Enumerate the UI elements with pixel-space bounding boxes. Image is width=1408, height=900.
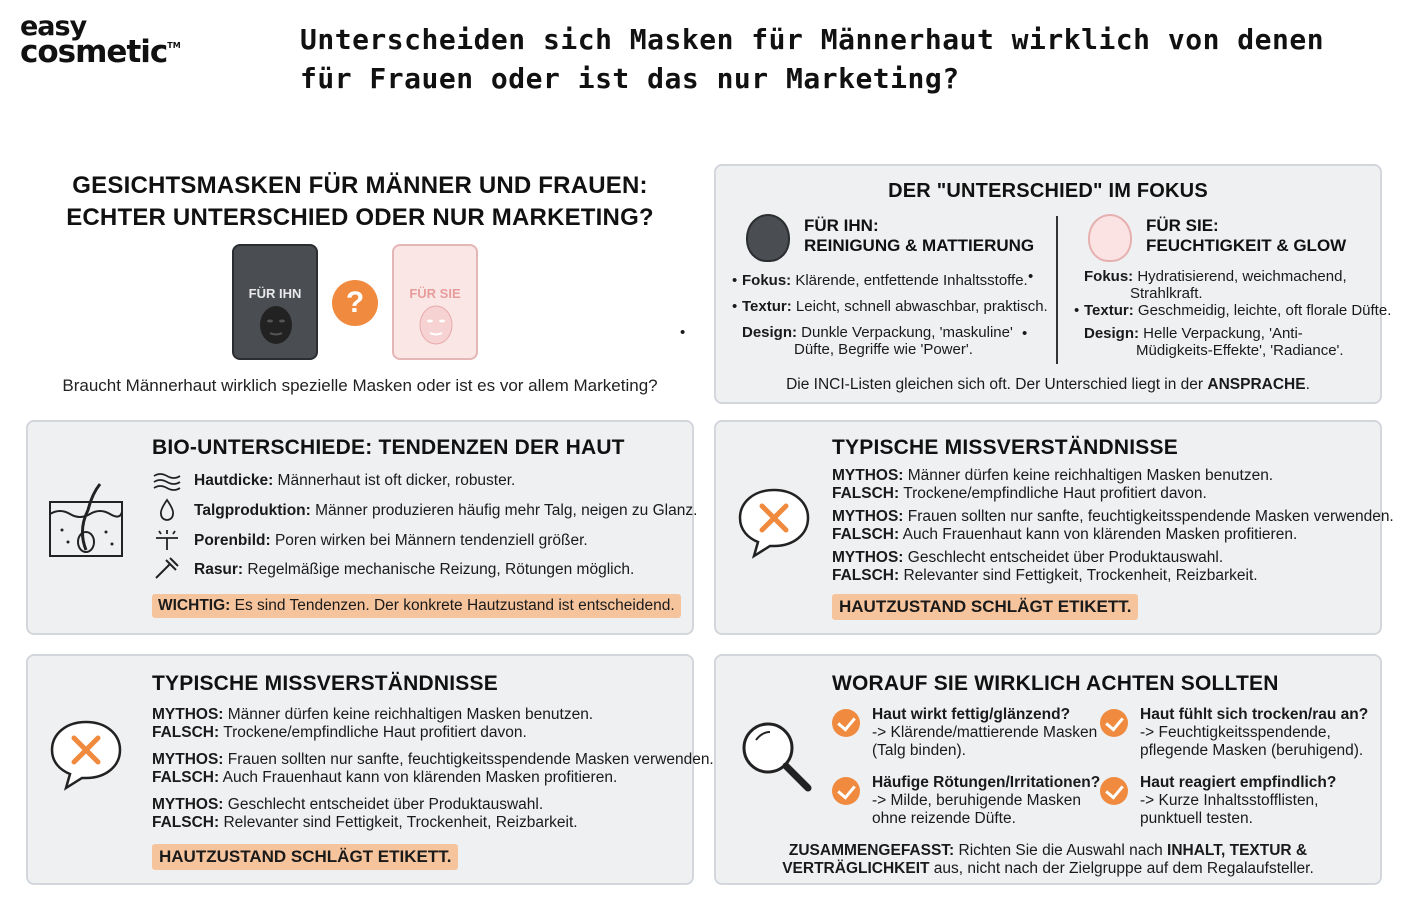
focus-him-item [732, 324, 1050, 358]
tip-question: Haut fühlt sich trocken/rau an? [1140, 706, 1369, 723]
false-label: FALSCH: [832, 526, 900, 543]
focus-her-header [1146, 216, 1346, 256]
page-title: Unterscheiden sich Masken für Männerhaut wirklich von denen für Frauen oder ist das nur Marketing? [300, 23, 1325, 95]
item-text: Leicht, schnell abwaschbar, praktisch. [791, 298, 1048, 315]
tip-answer-1: -> Kurze Inhaltsstofflisten, [1140, 792, 1319, 809]
note-label: WICHTIG: [158, 597, 231, 614]
item-text: Klärende, entfettende Inhaltsstoffe. [791, 272, 1028, 289]
focus-footer [716, 376, 1380, 394]
footer-end: . [1305, 376, 1310, 393]
bio-item-shaving [194, 561, 634, 579]
skin-hair-icon [48, 480, 124, 560]
intro-title [28, 170, 692, 234]
tips-panel [714, 654, 1382, 885]
tip-question: Häufige Rötungen/Irritationen? [872, 774, 1101, 791]
logo-line-2 [20, 33, 181, 70]
item-label: Design: [742, 324, 798, 341]
dark-face-mask-icon [746, 214, 790, 262]
item-text: Geschmeidig, leichte, oft florale Düfte. [1133, 302, 1392, 319]
false-label: FALSCH: [832, 485, 900, 502]
item-label: Design: [1084, 325, 1140, 342]
item-label: Hautdicke: [194, 472, 274, 489]
note-text: Es sind Tendenzen. Der konkrete Hautzustand ist entscheidend. [230, 597, 675, 614]
summary-strong-1: INHALT, TEXTUR & [1167, 842, 1308, 859]
logo-line-1: easy [20, 11, 87, 42]
bio-panel [26, 420, 698, 635]
light-mask-face-icon [418, 304, 454, 346]
magnifier-icon [736, 716, 816, 796]
myth-text: Frauen sollten nur sanfte, feuchtigkeitsspendende Masken verwenden. [223, 751, 714, 768]
logo-trademark: TM [167, 40, 181, 50]
item-text: Poren wirken bei Männern tendenziell größer. [270, 532, 588, 549]
focus-her-list [1074, 268, 1392, 368]
item-text: Helle Verpackung, 'Anti-Müdigkeits-Effekte', 'Radiance'. [1136, 325, 1344, 359]
tip-answer-2: ohne reizende Düfte. [872, 810, 1016, 827]
misunderstandings-conclusion: HAUTZUSTAND SCHLÄGT ETIKETT. [832, 594, 1138, 620]
mask-pack-him-icon [232, 244, 318, 360]
skin-layers-icon [152, 470, 182, 494]
razor-icon [152, 556, 182, 580]
focus-her-head-1: FÜR SIE: [1146, 216, 1219, 235]
summary-label: ZUSAMMENGEFASST: [788, 842, 955, 859]
myth-text: Männer dürfen keine reichhaltigen Masken benutzen. [903, 467, 1274, 484]
item-label: Textur: [742, 298, 792, 315]
summary-strong-2: VERTRÄGLICHKEIT [782, 860, 930, 877]
misunderstandings-title: TYPISCHE MISSVERSTÄNDNISSE [152, 672, 498, 695]
check-icon [832, 709, 860, 737]
false-text: Trockene/empfindliche Haut profitiert davon. [899, 485, 1207, 502]
item-label: Fokus: [1084, 268, 1134, 285]
tip-answer-1: -> Milde, beruhigende Masken [872, 792, 1081, 809]
intro-title-line-1: GESICHTSMASKEN FÜR MÄNNER UND FRAUEN: [72, 172, 648, 199]
item-label: Fokus: [742, 272, 792, 289]
footer-text: Die INCI-Listen gleichen sich oft. Der Unterschied liegt in der [786, 376, 1208, 393]
item-text: Männer produzieren häufig mehr Talg, neigen zu Glanz. [310, 502, 698, 519]
bio-item-pores [194, 532, 588, 550]
misunderstandings-panel-left [26, 654, 714, 885]
light-face-mask-icon [1088, 214, 1132, 262]
intro-section [28, 170, 692, 400]
tips-title: WORAUF SIE WIRKLICH ACHTEN SOLLTEN [832, 672, 1279, 695]
item-text: Hydratisierend, weichmachend, Strahlkraft. [1130, 268, 1347, 302]
bio-title: BIO-UNTERSCHIEDE: TENDENZEN DER HAUT [152, 436, 625, 459]
false-label: FALSCH: [152, 814, 220, 831]
item-label: Porenbild: [194, 532, 271, 549]
myth-label: MYTHOS: [152, 706, 224, 723]
myth-pair [832, 467, 1273, 503]
drop-icon [152, 498, 182, 522]
tip-answer-1: -> Feuchtigkeitsspendende, [1140, 724, 1331, 741]
tip-item [1140, 774, 1336, 828]
misunderstandings-title: TYPISCHE MISSVERSTÄNDNISSE [832, 436, 1178, 459]
misunderstandings-conclusion: HAUTZUSTAND SCHLÄGT ETIKETT. [152, 844, 458, 870]
focus-divider [1056, 216, 1058, 364]
myth-label: MYTHOS: [832, 467, 904, 484]
bio-note [152, 594, 681, 618]
intro-question: Braucht Männerhaut wirklich spezielle Masken oder ist es vor allem Marketing? [62, 376, 658, 395]
question-mark-icon: ? [332, 280, 378, 326]
bio-item-thickness [194, 472, 515, 490]
focus-him-list [732, 272, 1050, 367]
tip-question: Haut reagiert empfindlich? [1140, 774, 1337, 791]
tip-answer-1: -> Klärende/mattierende Masken [872, 724, 1098, 741]
focus-him-head-2: REINIGUNG & MATTIERUNG [804, 236, 1035, 255]
check-icon [1100, 777, 1128, 805]
false-text: Relevanter sind Fettigkeit, Trockenheit, Reizbarkeit. [219, 814, 578, 831]
focus-her-item [1074, 325, 1374, 359]
myth-text: Männer dürfen keine reichhaltigen Masken benutzen. [223, 706, 594, 723]
mask-pack-her-icon [392, 244, 478, 360]
tips-summary [736, 842, 1360, 878]
myth-pair [152, 751, 714, 787]
myth-pair [152, 796, 578, 832]
item-label: Talgproduktion: [194, 502, 311, 519]
dark-mask-face-icon [258, 304, 294, 346]
tip-answer-2: punktuell testen. [1140, 810, 1253, 827]
check-icon [832, 777, 860, 805]
summary-text-1: Richten Sie die Auswahl nach [954, 842, 1168, 859]
speech-bubble-x-icon [48, 716, 124, 792]
false-label: FALSCH: [832, 567, 900, 584]
tip-item [872, 774, 1100, 828]
check-icon [1100, 709, 1128, 737]
false-text: Auch Frauenhaut kann von klärenden Masken profitieren. [899, 526, 1298, 543]
brand-logo [20, 11, 181, 70]
item-label: Textur: [1084, 302, 1134, 319]
summary-text-2: aus, nicht nach der Zielgruppe auf dem Regalaufsteller. [929, 860, 1314, 877]
item-text: Dunkle Verpackung, 'maskuline' Düfte, Begriffe wie 'Power'. [794, 324, 1013, 358]
focus-title: DER "UNTERSCHIED" IM FOKUS [888, 180, 1208, 202]
focus-her-head-2: FEUCHTIGKEIT & GLOW [1146, 236, 1347, 255]
tip-item [872, 706, 1097, 760]
bio-item-sebum [194, 502, 697, 520]
focus-him-item [732, 272, 1050, 289]
item-label: Rasur: [194, 561, 244, 578]
misunderstandings-panel-right [714, 420, 1394, 635]
pack-him-label: FÜR IHN [248, 286, 302, 301]
focus-her-item [1074, 302, 1392, 319]
pack-her-label: FÜR SIE [409, 286, 461, 301]
myth-text: Geschlecht entscheidet über Produktauswahl. [223, 796, 544, 813]
false-label: FALSCH: [152, 769, 220, 786]
item-text: Männerhaut ist oft dicker, robuster. [273, 472, 516, 489]
tip-question: Haut wirkt fettig/glänzend? [872, 706, 1071, 723]
myth-pair [832, 508, 1394, 544]
myth-pair [832, 549, 1258, 585]
myth-label: MYTHOS: [152, 796, 224, 813]
myth-label: MYTHOS: [832, 549, 904, 566]
myth-text: Frauen sollten nur sanfte, feuchtigkeitsspendende Masken verwenden. [903, 508, 1394, 525]
focus-him-header [804, 216, 1034, 256]
false-text: Auch Frauenhaut kann von klärenden Masken profitieren. [219, 769, 618, 786]
tip-item [1140, 706, 1368, 760]
myth-pair [152, 706, 593, 742]
speech-bubble-x-icon [736, 484, 812, 560]
false-label: FALSCH: [152, 724, 220, 741]
tip-answer-2: pflegende Masken (beruhigend). [1140, 742, 1364, 759]
myth-text: Geschlecht entscheidet über Produktauswahl. [903, 549, 1224, 566]
false-text: Relevanter sind Fettigkeit, Trockenheit, Reizbarkeit. [899, 567, 1258, 584]
logo-word: cosmetic [20, 33, 168, 70]
myth-label: MYTHOS: [832, 508, 904, 525]
focus-him-item [732, 298, 1050, 315]
focus-panel [714, 164, 1392, 404]
footer-strong: ANSPRACHE [1207, 376, 1306, 393]
pore-icon [152, 528, 182, 552]
tip-answer-2: (Talg binden). [872, 742, 966, 759]
false-text: Trockene/empfindliche Haut profitiert davon. [219, 724, 527, 741]
focus-him-head-1: FÜR IHN: [804, 216, 879, 235]
intro-title-line-2: ECHTER UNTERSCHIED ODER NUR MARKETING? [66, 204, 654, 231]
item-text: Regelmäßige mechanische Reizung, Rötungen möglich. [243, 561, 635, 578]
myth-label: MYTHOS: [152, 751, 224, 768]
focus-her-item [1074, 268, 1374, 302]
